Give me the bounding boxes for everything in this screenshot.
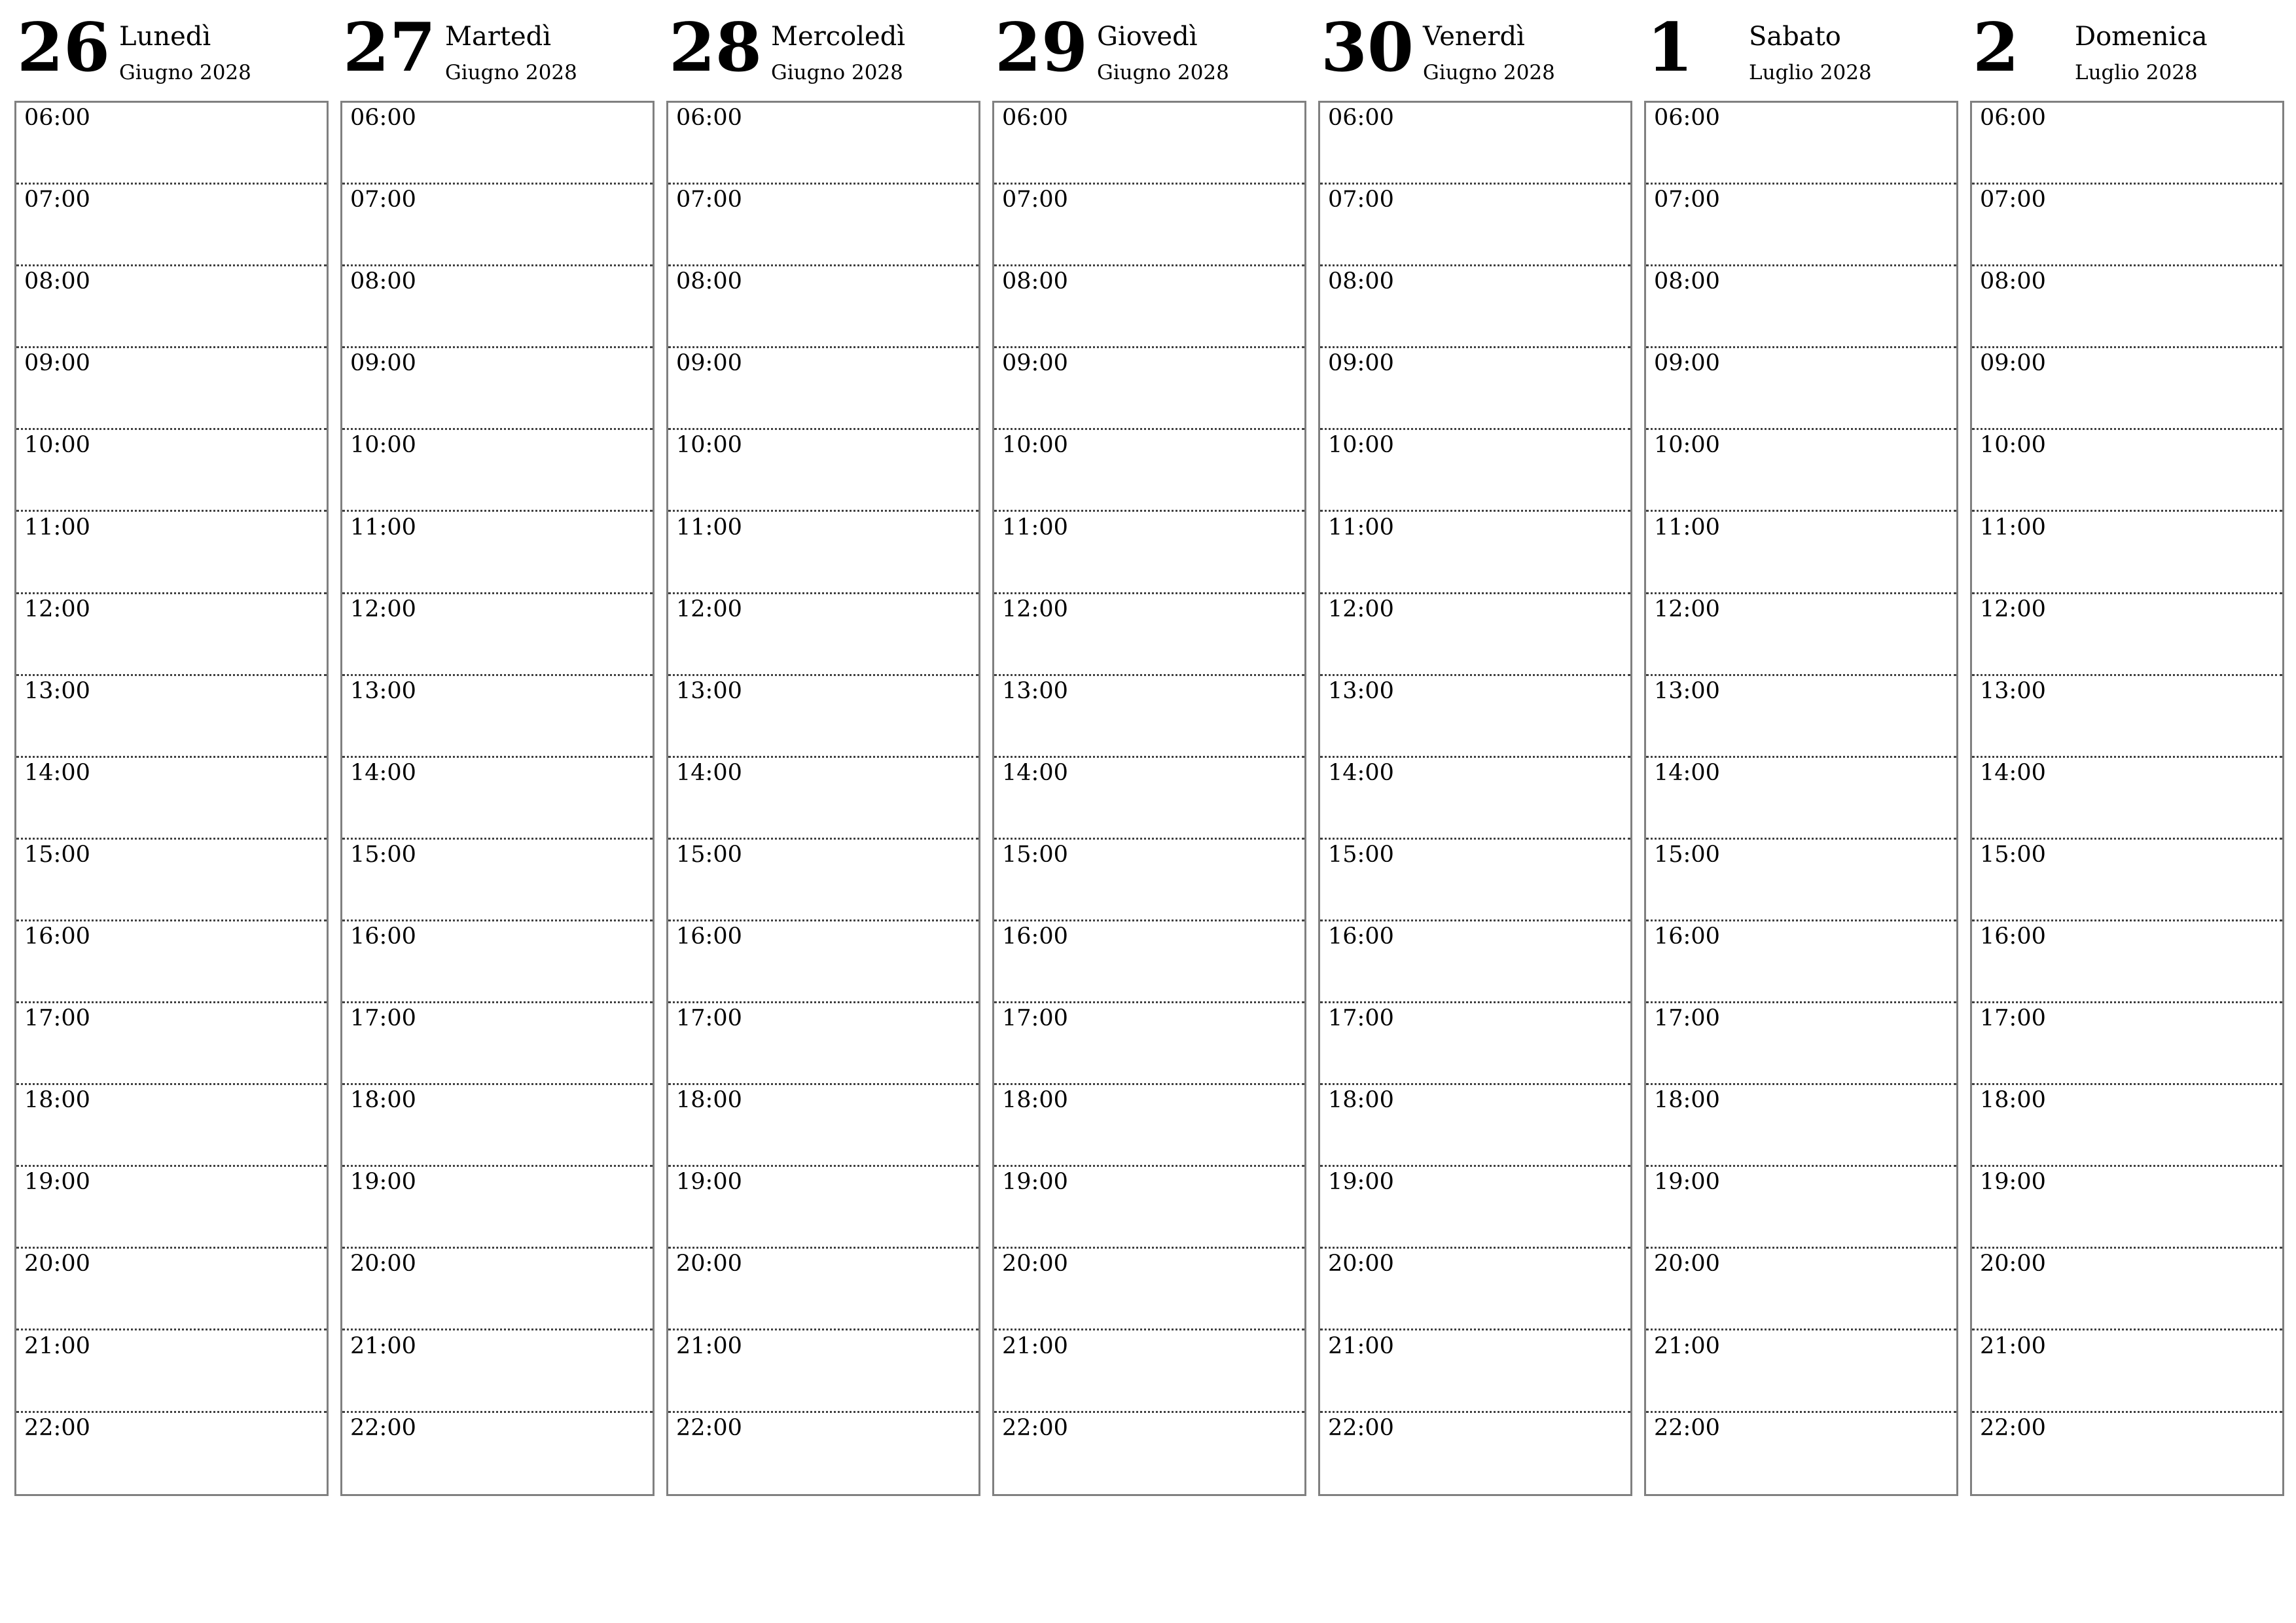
hour-slot[interactable] [1972, 512, 2282, 594]
hour-label: 21:00 [1002, 1332, 1068, 1359]
hour-slot[interactable] [1320, 348, 1630, 430]
hour-label: 16:00 [676, 923, 742, 950]
hour-slot[interactable] [16, 1167, 327, 1249]
hour-label: 11:00 [1002, 514, 1068, 541]
hour-label: 18:00 [350, 1087, 416, 1114]
hour-label: 22:00 [1980, 1414, 2046, 1441]
hour-label: 07:00 [676, 187, 742, 213]
hour-slot[interactable] [668, 430, 978, 512]
hour-slot[interactable] [1972, 348, 2282, 430]
hour-slot[interactable] [342, 921, 653, 1003]
hour-label: 21:00 [1328, 1332, 1394, 1359]
hour-label: 07:00 [1328, 187, 1394, 213]
hour-slot[interactable] [1972, 1003, 2282, 1085]
hour-label: 10:00 [1654, 432, 1720, 459]
hour-label: 09:00 [24, 350, 90, 377]
day-name: Mercoledì [771, 22, 906, 52]
hour-label: 08:00 [1328, 268, 1394, 295]
hour-slot[interactable] [342, 430, 653, 512]
hour-slot[interactable] [1646, 840, 1956, 921]
day-number: 26 [17, 9, 110, 87]
hour-slot[interactable] [342, 266, 653, 348]
hour-slot[interactable] [1972, 266, 2282, 348]
hour-label: 22:00 [1328, 1414, 1394, 1441]
hour-label: 19:00 [350, 1169, 416, 1196]
hour-label: 11:00 [1328, 514, 1394, 541]
hour-label: 16:00 [1980, 923, 2046, 950]
hour-slot[interactable] [16, 103, 327, 185]
hour-slot[interactable] [1320, 1167, 1630, 1249]
hour-label: 11:00 [24, 514, 90, 541]
day-number: 28 [669, 9, 762, 87]
hour-label: 17:00 [24, 1005, 90, 1032]
hour-slot[interactable] [342, 594, 653, 676]
hour-slot[interactable] [16, 1085, 327, 1167]
hour-slot[interactable] [16, 185, 327, 266]
hour-slot[interactable] [1646, 758, 1956, 840]
hour-slot[interactable] [342, 103, 653, 185]
hour-label: 08:00 [1002, 268, 1068, 295]
day-schedule-box [992, 101, 1306, 1496]
day-schedule-box [340, 101, 655, 1496]
hour-slot[interactable] [1646, 103, 1956, 185]
hour-slot[interactable] [1972, 594, 2282, 676]
hour-slot[interactable] [1646, 676, 1956, 758]
hour-slot[interactable] [994, 1331, 1304, 1413]
hour-label: 19:00 [1654, 1169, 1720, 1196]
hour-slot[interactable] [994, 266, 1304, 348]
hour-slot[interactable] [994, 512, 1304, 594]
day-name: Venerdì [1423, 22, 1525, 52]
hour-slot[interactable] [1320, 430, 1630, 512]
hour-label: 10:00 [350, 432, 416, 459]
hour-slot[interactable] [994, 348, 1304, 430]
hour-label: 10:00 [1328, 432, 1394, 459]
hour-label: 15:00 [1980, 841, 2046, 868]
hour-slot[interactable] [1320, 512, 1630, 594]
hour-slot[interactable] [994, 103, 1304, 185]
hour-label: 13:00 [24, 677, 90, 704]
month-year: Giugno 2028 [1097, 61, 1229, 84]
day-number: 1 [1647, 9, 1693, 87]
hour-label: 20:00 [676, 1251, 742, 1277]
hour-label: 13:00 [676, 677, 742, 704]
hour-label: 14:00 [676, 759, 742, 786]
hour-label: 16:00 [350, 923, 416, 950]
hour-label: 13:00 [1654, 677, 1720, 704]
hour-slot[interactable] [994, 1003, 1304, 1085]
hour-slot[interactable] [16, 921, 327, 1003]
hour-slot[interactable] [16, 266, 327, 348]
hour-slot[interactable] [994, 676, 1304, 758]
hour-slot[interactable] [668, 1167, 978, 1249]
hour-label: 14:00 [24, 759, 90, 786]
hour-label: 17:00 [676, 1005, 742, 1032]
day-name: Domenica [2075, 22, 2208, 52]
month-year: Giugno 2028 [1423, 61, 1555, 84]
hour-slot[interactable] [1320, 840, 1630, 921]
day-schedule-box [1318, 101, 1632, 1496]
hour-slot[interactable] [668, 1249, 978, 1330]
hour-label: 07:00 [350, 187, 416, 213]
hour-label: 20:00 [1980, 1251, 2046, 1277]
month-year: Luglio 2028 [2075, 61, 2198, 84]
hour-label: 06:00 [1654, 105, 1720, 131]
hour-slot[interactable] [668, 185, 978, 266]
hour-label: 14:00 [1328, 759, 1394, 786]
hour-slot[interactable] [1320, 921, 1630, 1003]
hour-slot[interactable] [1646, 1003, 1956, 1085]
hour-label: 19:00 [1328, 1169, 1394, 1196]
hour-label: 14:00 [1654, 759, 1720, 786]
hour-label: 06:00 [350, 105, 416, 131]
hour-label: 06:00 [24, 105, 90, 131]
month-year: Giugno 2028 [119, 61, 251, 84]
hour-slot[interactable] [1320, 1331, 1630, 1413]
hour-label: 12:00 [1002, 596, 1068, 622]
hour-slot[interactable] [1972, 921, 2282, 1003]
day-name: Giovedì [1097, 22, 1198, 52]
hour-slot[interactable] [342, 1003, 653, 1085]
hour-slot[interactable] [668, 266, 978, 348]
hour-label: 21:00 [1980, 1332, 2046, 1359]
hour-slot[interactable] [16, 430, 327, 512]
month-year: Luglio 2028 [1749, 61, 1872, 84]
hour-slot[interactable] [1320, 1003, 1630, 1085]
hour-label: 15:00 [24, 841, 90, 868]
hour-slot[interactable] [1646, 185, 1956, 266]
hour-label: 08:00 [350, 268, 416, 295]
hour-label: 08:00 [1980, 268, 2046, 295]
hour-slot[interactable] [994, 1085, 1304, 1167]
hour-label: 18:00 [24, 1087, 90, 1114]
hour-label: 15:00 [1002, 841, 1068, 868]
hour-slot[interactable] [1972, 430, 2282, 512]
hour-label: 21:00 [676, 1332, 742, 1359]
hour-label: 11:00 [1654, 514, 1720, 541]
hour-label: 07:00 [1980, 187, 2046, 213]
hour-label: 21:00 [350, 1332, 416, 1359]
hour-label: 10:00 [1002, 432, 1068, 459]
hour-slot[interactable] [1646, 1413, 1956, 1495]
hour-slot[interactable] [16, 594, 327, 676]
hour-label: 10:00 [676, 432, 742, 459]
hour-slot[interactable] [1646, 430, 1956, 512]
hour-slot[interactable] [1646, 921, 1956, 1003]
hour-slot[interactable] [668, 758, 978, 840]
hour-label: 06:00 [1002, 105, 1068, 131]
hour-slot[interactable] [342, 1413, 653, 1495]
hour-label: 16:00 [24, 923, 90, 950]
hour-slot[interactable] [668, 1413, 978, 1495]
hour-slot[interactable] [1320, 758, 1630, 840]
hour-label: 13:00 [1980, 677, 2046, 704]
hour-label: 09:00 [1002, 350, 1068, 377]
hour-slot[interactable] [1320, 594, 1630, 676]
hour-slot[interactable] [342, 840, 653, 921]
hour-slot[interactable] [1646, 1167, 1956, 1249]
day-header [666, 0, 980, 98]
hour-slot[interactable] [342, 758, 653, 840]
hour-label: 17:00 [1980, 1005, 2046, 1032]
day-number: 27 [343, 9, 436, 87]
hour-label: 17:00 [1328, 1005, 1394, 1032]
hour-label: 06:00 [1328, 105, 1394, 131]
hour-slot[interactable] [668, 676, 978, 758]
hour-slot[interactable] [342, 1249, 653, 1330]
hour-label: 14:00 [350, 759, 416, 786]
hour-slot[interactable] [1972, 758, 2282, 840]
hour-label: 15:00 [676, 841, 742, 868]
hour-label: 13:00 [1328, 677, 1394, 704]
hour-slot[interactable] [1646, 266, 1956, 348]
hour-slot[interactable] [668, 1331, 978, 1413]
hour-slot[interactable] [342, 1085, 653, 1167]
hour-slot[interactable] [16, 1003, 327, 1085]
hour-slot[interactable] [16, 1413, 327, 1495]
hour-slot[interactable] [16, 1331, 327, 1413]
hour-label: 21:00 [24, 1332, 90, 1359]
day-header [1644, 0, 1958, 98]
day-number: 2 [1973, 9, 2019, 87]
hour-slot[interactable] [16, 676, 327, 758]
hour-label: 13:00 [350, 677, 416, 704]
hour-slot[interactable] [994, 758, 1304, 840]
hour-label: 22:00 [24, 1414, 90, 1441]
day-header [340, 0, 655, 98]
hour-label: 18:00 [1002, 1087, 1068, 1114]
hour-label: 10:00 [1980, 432, 2046, 459]
hour-slot[interactable] [1972, 1331, 2282, 1413]
hour-label: 10:00 [24, 432, 90, 459]
hour-label: 09:00 [1328, 350, 1394, 377]
hour-slot[interactable] [1646, 1331, 1956, 1413]
hour-label: 12:00 [1980, 596, 2046, 622]
hour-label: 14:00 [1002, 759, 1068, 786]
hour-label: 20:00 [350, 1251, 416, 1277]
hour-label: 20:00 [24, 1251, 90, 1277]
hour-label: 09:00 [1980, 350, 2046, 377]
hour-label: 09:00 [1654, 350, 1720, 377]
hour-slot[interactable] [994, 430, 1304, 512]
hour-label: 09:00 [350, 350, 416, 377]
hour-slot[interactable] [342, 676, 653, 758]
day-number: 30 [1321, 9, 1414, 87]
hour-slot[interactable] [342, 1331, 653, 1413]
hour-slot[interactable] [1972, 1085, 2282, 1167]
day-header [992, 0, 1306, 98]
hour-slot[interactable] [342, 348, 653, 430]
day-name: Lunedì [119, 22, 211, 52]
hour-label: 07:00 [1654, 187, 1720, 213]
hour-slot[interactable] [1646, 512, 1956, 594]
day-schedule-box [14, 101, 329, 1496]
hour-label: 22:00 [1654, 1414, 1720, 1441]
day-header [14, 0, 329, 98]
hour-label: 06:00 [676, 105, 742, 131]
hour-slot[interactable] [1320, 1249, 1630, 1330]
hour-label: 16:00 [1654, 923, 1720, 950]
hour-slot[interactable] [1320, 266, 1630, 348]
hour-label: 12:00 [24, 596, 90, 622]
hour-slot[interactable] [1646, 348, 1956, 430]
hour-slot[interactable] [1972, 1413, 2282, 1495]
hour-label: 20:00 [1654, 1251, 1720, 1277]
hour-slot[interactable] [668, 1085, 978, 1167]
day-header [1318, 0, 1632, 98]
hour-label: 08:00 [1654, 268, 1720, 295]
hour-slot[interactable] [1646, 1249, 1956, 1330]
hour-label: 12:00 [350, 596, 416, 622]
hour-slot[interactable] [342, 512, 653, 594]
hour-label: 15:00 [1654, 841, 1720, 868]
day-schedule-box [1644, 101, 1958, 1496]
hour-label: 18:00 [676, 1087, 742, 1114]
hour-label: 19:00 [1980, 1169, 2046, 1196]
hour-label: 15:00 [350, 841, 416, 868]
hour-label: 16:00 [1328, 923, 1394, 950]
hour-label: 17:00 [350, 1005, 416, 1032]
hour-slot[interactable] [994, 1167, 1304, 1249]
hour-label: 18:00 [1654, 1087, 1720, 1114]
hour-label: 08:00 [676, 268, 742, 295]
hour-slot[interactable] [1320, 676, 1630, 758]
hour-slot[interactable] [16, 512, 327, 594]
hour-slot[interactable] [668, 103, 978, 185]
hour-label: 20:00 [1002, 1251, 1068, 1277]
hour-label: 20:00 [1328, 1251, 1394, 1277]
hour-label: 21:00 [1654, 1332, 1720, 1359]
hour-slot[interactable] [16, 758, 327, 840]
hour-label: 12:00 [1328, 596, 1394, 622]
hour-label: 19:00 [24, 1169, 90, 1196]
hour-slot[interactable] [994, 185, 1304, 266]
hour-label: 11:00 [676, 514, 742, 541]
month-year: Giugno 2028 [771, 61, 903, 84]
hour-label: 15:00 [1328, 841, 1394, 868]
hour-label: 22:00 [1002, 1414, 1068, 1441]
day-number: 29 [995, 9, 1088, 87]
day-schedule-box [666, 101, 980, 1496]
hour-label: 22:00 [676, 1414, 742, 1441]
hour-label: 12:00 [1654, 596, 1720, 622]
hour-slot[interactable] [16, 348, 327, 430]
hour-label: 08:00 [24, 268, 90, 295]
hour-slot[interactable] [342, 1167, 653, 1249]
hour-label: 18:00 [1980, 1087, 2046, 1114]
hour-label: 14:00 [1980, 759, 2046, 786]
hour-label: 19:00 [1002, 1169, 1068, 1196]
month-year: Giugno 2028 [445, 61, 577, 84]
hour-slot[interactable] [1320, 1413, 1630, 1495]
hour-slot[interactable] [1646, 594, 1956, 676]
hour-label: 17:00 [1654, 1005, 1720, 1032]
hour-slot[interactable] [1972, 676, 2282, 758]
hour-slot[interactable] [994, 1249, 1304, 1330]
hour-slot[interactable] [1646, 1085, 1956, 1167]
hour-label: 19:00 [676, 1169, 742, 1196]
hour-slot[interactable] [16, 840, 327, 921]
hour-slot[interactable] [994, 1413, 1304, 1495]
hour-slot[interactable] [16, 1249, 327, 1330]
hour-label: 11:00 [350, 514, 416, 541]
hour-slot[interactable] [668, 512, 978, 594]
hour-label: 07:00 [24, 187, 90, 213]
hour-slot[interactable] [668, 921, 978, 1003]
day-name: Sabato [1749, 22, 1841, 52]
hour-slot[interactable] [1972, 1167, 2282, 1249]
hour-slot[interactable] [668, 1003, 978, 1085]
hour-slot[interactable] [668, 840, 978, 921]
hour-label: 17:00 [1002, 1005, 1068, 1032]
hour-slot[interactable] [668, 594, 978, 676]
hour-label: 13:00 [1002, 677, 1068, 704]
hour-label: 07:00 [1002, 187, 1068, 213]
hour-label: 16:00 [1002, 923, 1068, 950]
hour-label: 09:00 [676, 350, 742, 377]
hour-slot[interactable] [994, 921, 1304, 1003]
hour-label: 11:00 [1980, 514, 2046, 541]
hour-slot[interactable] [994, 840, 1304, 921]
hour-slot[interactable] [1320, 1085, 1630, 1167]
hour-slot[interactable] [1972, 1249, 2282, 1330]
hour-label: 18:00 [1328, 1087, 1394, 1114]
hour-slot[interactable] [1320, 185, 1630, 266]
hour-slot[interactable] [668, 348, 978, 430]
hour-label: 12:00 [676, 596, 742, 622]
day-name: Martedì [445, 22, 552, 52]
day-schedule-box [1970, 101, 2284, 1496]
hour-label: 22:00 [350, 1414, 416, 1441]
hour-slot[interactable] [994, 594, 1304, 676]
hour-slot[interactable] [342, 185, 653, 266]
hour-slot[interactable] [1972, 840, 2282, 921]
hour-slot[interactable] [1320, 103, 1630, 185]
hour-slot[interactable] [1972, 103, 2282, 185]
hour-label: 06:00 [1980, 105, 2046, 131]
hour-slot[interactable] [1972, 185, 2282, 266]
day-header [1970, 0, 2284, 98]
